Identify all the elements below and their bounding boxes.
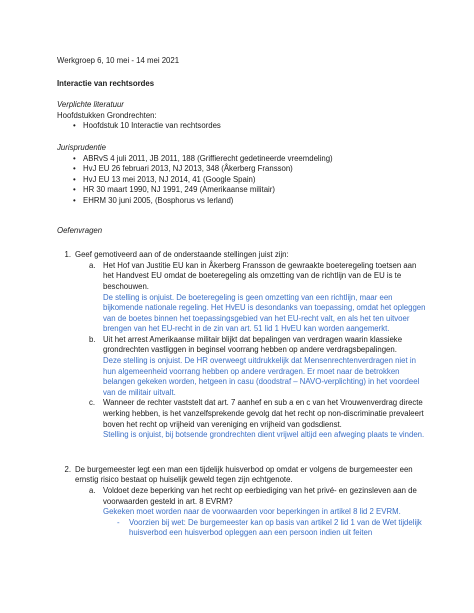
answer-text: Stelling is onjuist, bij botsende grondrechten dient vrijwel altijd een afweging plaats te vinden. <box>103 430 425 440</box>
literature-list <box>57 121 427 132</box>
jurisprudence-item: • EHRM 30 juni 2005, (Bosphorus vs Ierland) <box>73 196 427 207</box>
question-1a <box>89 261 427 335</box>
subpoint-text: Voorzien bij wet: De burgemeester kan op basis van artikel 2 lid 1 van de Wet tijdelijk huisverbod een huisverbod opleggen aan een persoon indien uit feiten <box>129 517 422 538</box>
question-number: 1. <box>64 250 71 260</box>
subquestion-letter: a. <box>89 486 96 495</box>
subquestion-letter: a. <box>89 260 96 270</box>
question-number: 2. <box>64 464 71 474</box>
question-2a <box>89 486 427 539</box>
answer-text: Gekeken moet worden naar de voorwaarden voor beperkingen in artikel 8 lid 2 EVRM. <box>103 507 401 517</box>
subquestion-text: Het Hof van Justitie EU kan in Åkerberg Fransson de gewraakte boeteregeling toetsen aan het Handvest EU omdat de boeteregeling als omzetting van de richtlijn van de EU is te beschouwen. <box>103 260 417 291</box>
answer-text: Deze stelling is onjuist. De HR overweegt uitdrukkelijk dat Mensenrechtenverdragen niet in hun algemeenheid voorrang hebben op andere verdragen. Er moet naar de betrokken belangen gekeken worden, hetgeen in casu (doodstraf – NAVO-verplichting) in het voordeel van de militair uitvalt. <box>103 356 420 397</box>
question-2 <box>57 465 427 486</box>
dash-marker: - <box>117 517 120 527</box>
question-text: Geef gemotiveerd aan of de onderstaande stellingen juist zijn: <box>75 250 289 260</box>
exercises-heading: Oefenvragen <box>57 225 103 235</box>
literature-item: • Hoofdstuk 10 Interactie van rechtsordes <box>73 121 427 132</box>
literature-subheading: Hoofdstukken Grondrechten: <box>57 110 157 120</box>
question-1b <box>89 335 427 399</box>
jurisprudence-item: • HR 30 maart 1990, NJ 1991, 249 (Amerikaanse militair) <box>73 185 427 196</box>
subquestion-letter: b. <box>89 334 96 344</box>
document-title: Werkgroep 6, 10 mei - 14 mei 2021 <box>57 56 180 65</box>
subquestion-text: Uit het arrest Amerikaanse militair blijkt dat bepalingen van verdragen waarin klassieke grondrechten vastliggen in beginsel voorrang hebben op andere verdragsbepalingen. <box>103 334 403 355</box>
jurisprudence-item: • ABRvS 4 juli 2011, JB 2011, 188 (Griffierecht gedetineerde vreemdeling) <box>73 154 427 165</box>
jurisprudence-heading: Jurisprudentie <box>57 142 106 152</box>
subquestion-letter: c. <box>89 398 96 408</box>
question-text: De burgemeester legt een man een tijdelijk huisverbod op omdat er volgens de burgemeester een ernstig risico bestaat op huiselijk geweld tegen zijn echtgenote. <box>75 464 413 485</box>
answer-text: De stelling is onjuist. De boeteregeling is geen omzetting van een richtlijn, maar een bijkomende nationale regeling. Het HvEU is desondanks van toepassing, omdat het opleggen van de boetes binnen het toepassingsgebied van het EU-recht valt, en als het ten uitvoer brengen van het EU-recht in de zin van art. 51 lid 1 HvEU kan worden aangemerkt. <box>103 292 426 334</box>
jurisprudence-item: • HvJ EU 26 februari 2013, NJ 2013, 348 (Åkerberg Fransson) <box>73 164 427 175</box>
section-title: Interactie van rechtsordes <box>57 78 155 88</box>
literature-heading: Verplichte literatuur <box>57 100 124 110</box>
question-1c <box>89 398 427 440</box>
answer-subpoint <box>117 518 427 539</box>
jurisprudence-list <box>57 154 427 207</box>
question-1 <box>57 250 427 261</box>
subquestion-text: Wanneer de rechter vaststelt dat art. 7 aanhef en sub a en c van het Vrouwenverdrag directe werking hebben, is het vanzelfsprekende gevolg dat het recht op non-discriminatie prevaleert boven het recht op vrijheid van vereniging en vrijheid van godsdienst. <box>103 398 424 429</box>
document-content <box>57 48 427 539</box>
subquestion-text: Voldoet deze beperking van het recht op eerbiediging van het privé- en gezinsleven aan de voorwaarden gesteld in art. 8 EVRM? <box>103 486 417 506</box>
jurisprudence-item: • HvJ EU 13 mei 2013, NJ 2014, 41 (Google Spain) <box>73 175 427 186</box>
